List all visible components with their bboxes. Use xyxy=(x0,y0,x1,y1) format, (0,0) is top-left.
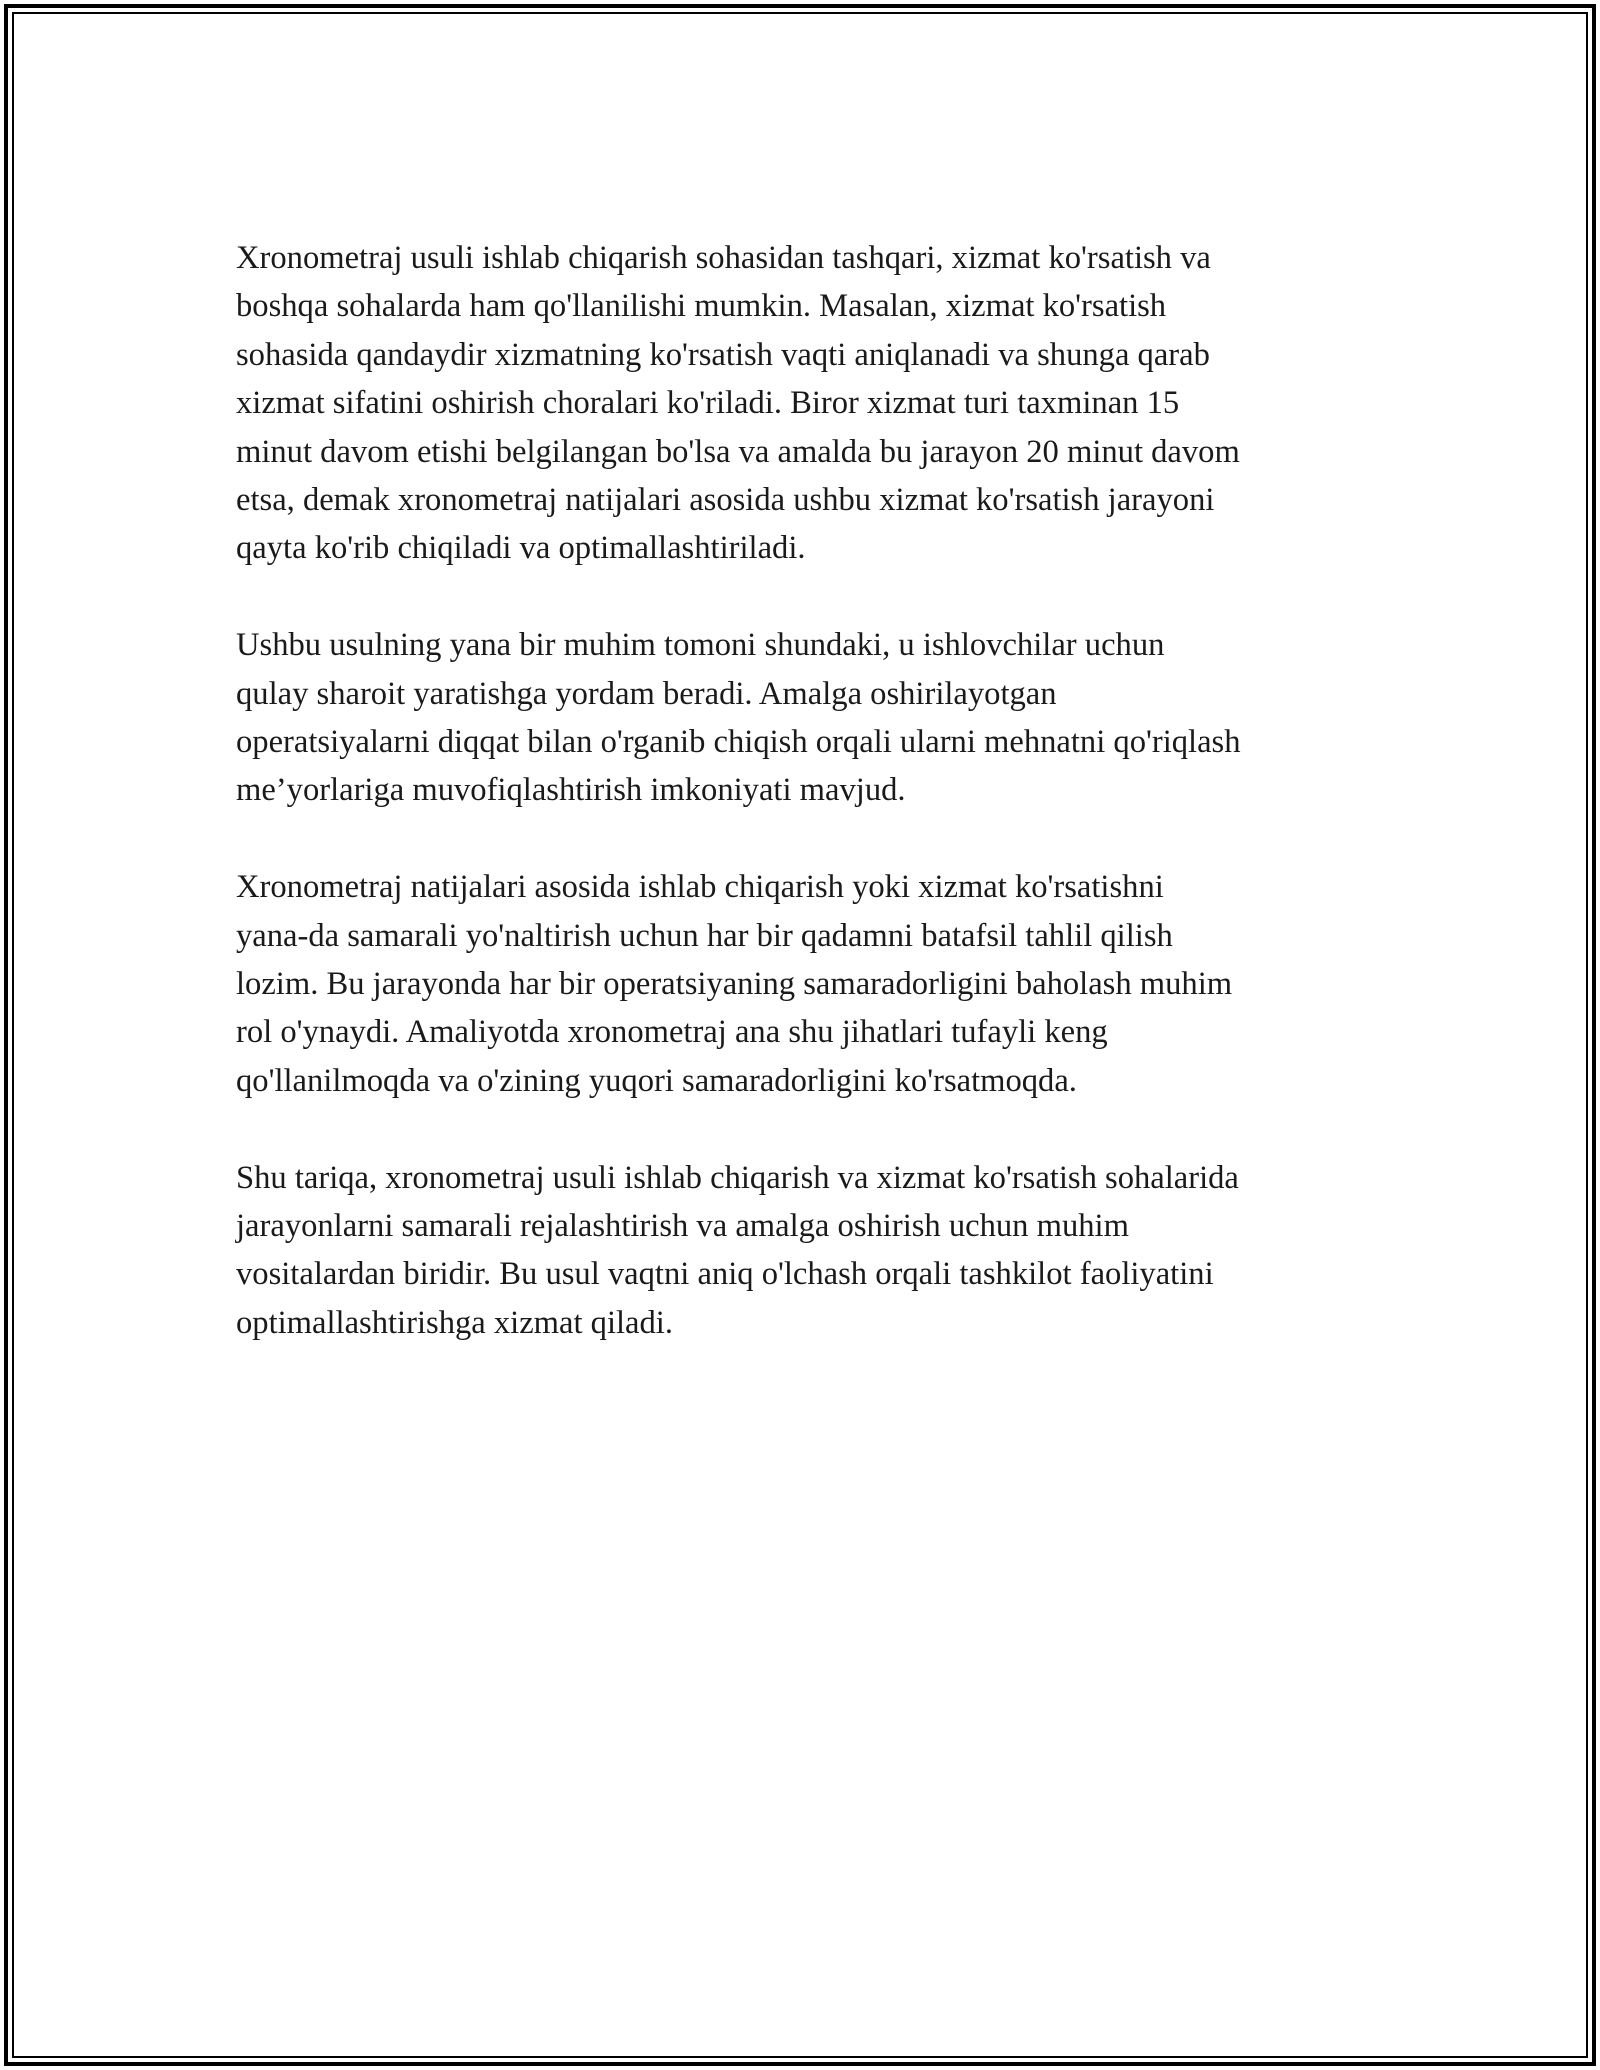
text-line: optimallashtirishga xizmat qiladi. xyxy=(236,1304,674,1341)
text-line: qulay sharoit yaratishga yordam beradi. Amalga oshirilayotgan xyxy=(236,675,1057,712)
text-line: Xronometraj natijalari asosida ishlab chiqarish yoki xizmat ko'rsatishni xyxy=(236,869,1164,906)
text-line: yana-da samarali yo'naltirish uchun har bir qadamni batafsil tahlil qilish xyxy=(236,917,1173,954)
paragraph xyxy=(236,621,1376,815)
document-body xyxy=(236,234,1376,1396)
text-line: boshqa sohalarda ham qo'llanilishi mumkin. Masalan, xizmat ko'rsatish xyxy=(236,288,1167,325)
text-line: vositalardan biridir. Bu usul vaqtni aniq o'lchash orqali tashkilot faoliyatini xyxy=(236,1256,1214,1293)
text-line: qayta ko'rib chiqiladi va optimallashtiriladi. xyxy=(236,530,806,567)
text-line: Shu tariqa, xronometraj usuli ishlab chiqarish va xizmat ko'rsatish sohalarida xyxy=(236,1159,1239,1196)
text-line: jarayonlarni samarali rejalashtirish va amalga oshirish uchun muhim xyxy=(236,1208,1129,1245)
text-line: Ushbu usulning yana bir muhim tomoni shundaki, u ishlovchilar uchun xyxy=(236,627,1165,664)
text-line: me’yorlariga muvofiqlashtirish imkoniyati mavjud. xyxy=(236,772,906,809)
text-line: rol o'ynaydi. Amaliyotda xronometraj ana shu jihatlari tufayli keng xyxy=(236,1014,1108,1051)
text-line: xizmat sifatini oshirish choralari ko'riladi. Biror xizmat turi taxminan 15 xyxy=(236,385,1180,422)
paragraph xyxy=(236,1154,1376,1348)
paragraph xyxy=(236,234,1376,573)
text-line: etsa, demak xronometraj natijalari asosida ushbu xizmat ko'rsatish jarayoni xyxy=(236,482,1215,519)
text-line: minut davom etishi belgilangan bo'lsa va amalda bu jarayon 20 minut davom xyxy=(236,433,1240,470)
text-line: qo'llanilmoqda va o'zining yuqori samaradorligini ko'rsatmoqda. xyxy=(236,1062,1077,1099)
text-line: lozim. Bu jarayonda har bir operatsiyaning samaradorligini baholash muhim xyxy=(236,966,1233,1003)
text-line: Xronometraj usuli ishlab chiqarish sohasidan tashqari, xizmat ko'rsatish va xyxy=(236,240,1211,276)
text-line: operatsiyalarni diqqat bilan o'rganib chiqish orqali ularni mehnatni qo'riqlash xyxy=(236,724,1241,761)
paragraph xyxy=(236,863,1376,1105)
text-line: sohasida qandaydir xizmatning ko'rsatish vaqti aniqlanadi va shunga qarab xyxy=(236,336,1210,373)
